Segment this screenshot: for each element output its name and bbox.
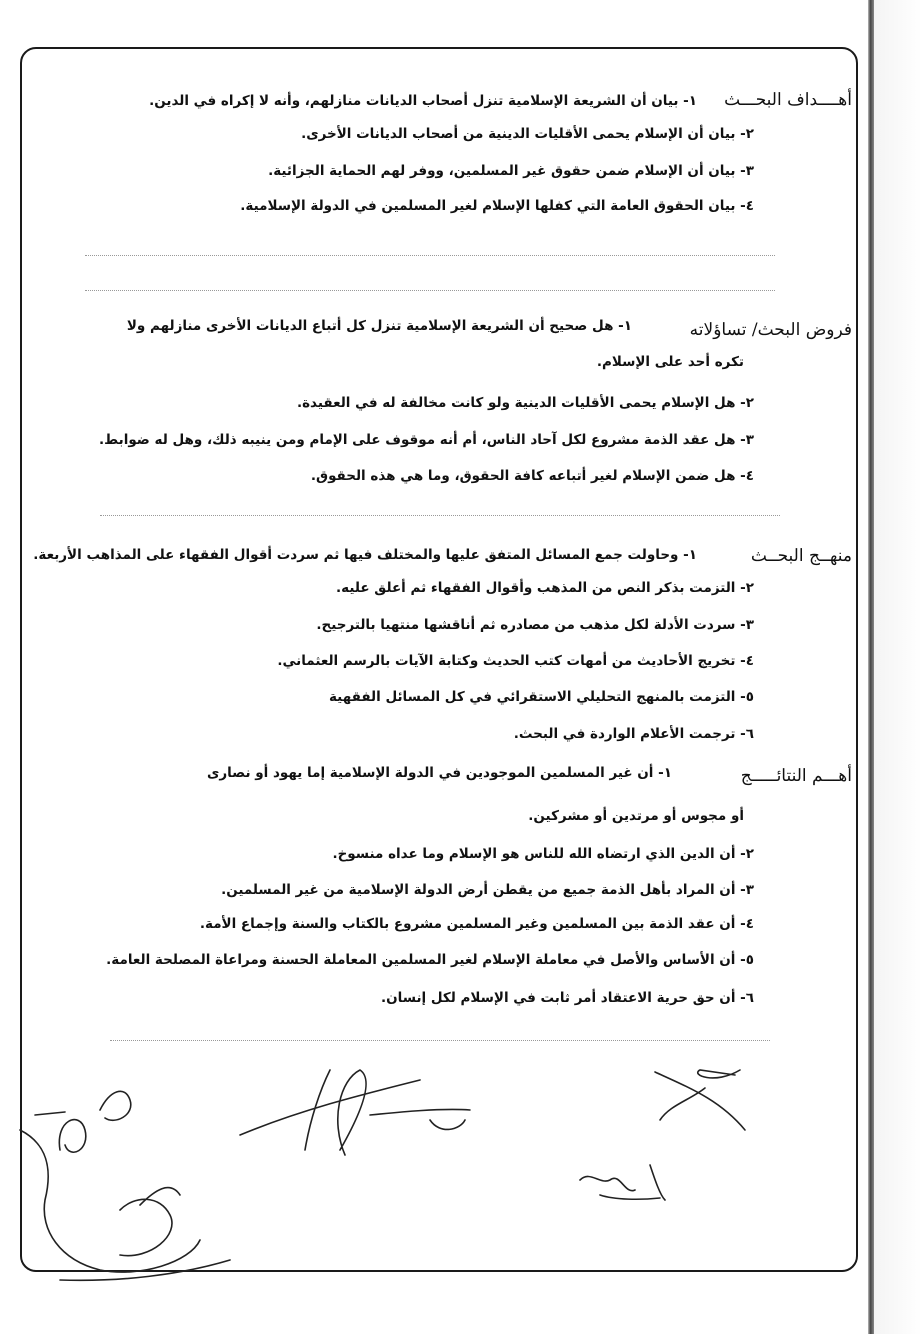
- objective-item-1: ١- بيان أن الشريعة الإسلامية تنزل أصحاب الديانات منازلهم، وأنه لا إكراه في الدين.: [149, 93, 697, 109]
- results-heading: أهـــم النتائـــــج: [740, 766, 852, 786]
- signature-stroke: [20, 1091, 230, 1280]
- result-item-2: ٢- أن الدين الذي ارتضاه الله للناس هو الإسلام وما عداه منسوخ.: [332, 846, 754, 862]
- hypothesis-item-4: ٤- هل ضمن الإسلام لغير أتباعه كافة الحقوق، وما هي هذه الحقوق.: [310, 468, 754, 484]
- signature-stroke: [580, 1165, 665, 1200]
- hypothesis-item-2: ٢- هل الإسلام يحمى الأقليات الدينية ولو كانت مخالفة له في العقيدة.: [296, 395, 754, 411]
- result-item-6: ٦- أن حق حرية الاعتقاد أمر ثابت في الإسلام لكل إنسان.: [380, 990, 754, 1006]
- hypothesis-item-1: ١- هل صحيح أن الشريعة الإسلامية تنزل كل أتباع الديانات الأخرى منازلهم ولا: [126, 318, 632, 334]
- method-item-5: ٥- التزمت بالمنهج التحليلي الاستقرائي في كل المسائل الفقهية: [329, 689, 754, 705]
- method-item-6: ٦- ترجمت الأعلام الواردة في البحث.: [513, 726, 754, 742]
- signature-stroke: [655, 1070, 745, 1130]
- result-item-1: ١- أن غير المسلمين الموجودين في الدولة الإسلامية إما يهود أو نصارى: [206, 765, 672, 781]
- hypothesis-item-3: ٣- هل عقد الذمة مشروع لكل آحاد الناس، أم أنه موقوف على الإمام ومن ينيبه ذلك، وهل له ضوابط.: [99, 432, 754, 448]
- hypothesis-item-1-cont: تكره أحد على الإسلام.: [596, 354, 744, 370]
- result-item-5: ٥- أن الأساس والأصل في معاملة الإسلام لغير المسلمين المعاملة الحسنة ومراعاة المصلحة العامة.: [106, 952, 754, 968]
- objective-item-3: ٣- بيان أن الإسلام ضمن حقوق غير المسلمين، ووفر لهم الحماية الجزائية.: [268, 163, 754, 179]
- result-item-4: ٤- أن عقد الذمة بين المسلمين وغير المسلمين مشروع بالكتاب والسنة وإجماع الأمة.: [199, 916, 754, 932]
- objectives-heading: أهــــداف البحـــث: [724, 90, 852, 110]
- method-item-4: ٤- تخريج الأحاديث من أمهات كتب الحديث وكتابة الآيات بالرسم العثماني.: [277, 653, 754, 669]
- objective-item-4: ٤- بيان الحقوق العامة التي كفلها الإسلام لغير المسلمين في الدولة الإسلامية.: [240, 198, 754, 214]
- method-item-3: ٣- سردت الأدلة لكل مذهب من مصادره ثم أناقشها منتهيا بالترجيح.: [316, 617, 754, 633]
- result-item-1-cont: أو مجوس أو مرتدين أو مشركين.: [528, 808, 744, 824]
- hypotheses-heading: فروض البحث/ تساؤلاته: [689, 320, 852, 340]
- methodology-heading: منهــج البحــث: [750, 546, 852, 566]
- result-item-3: ٣- أن المراد بأهل الذمة جميع من يقطن أرض الدولة الإسلامية من غير المسلمين.: [221, 882, 754, 898]
- method-item-1: ١- وحاولت جمع المسائل المتفق عليها والمختلف فيها ثم سردت أقوال الفقهاء على المذاهب الأربعة.: [33, 547, 697, 563]
- objective-item-2: ٢- بيان أن الإسلام يحمى الأقليات الدينية من أصحاب الديانات الأخرى.: [301, 126, 754, 142]
- signature-stroke: [240, 1070, 470, 1155]
- method-item-2: ٢- التزمت بذكر النص من المذهب وأقوال الفقهاء ثم أعلق عليه.: [336, 580, 754, 596]
